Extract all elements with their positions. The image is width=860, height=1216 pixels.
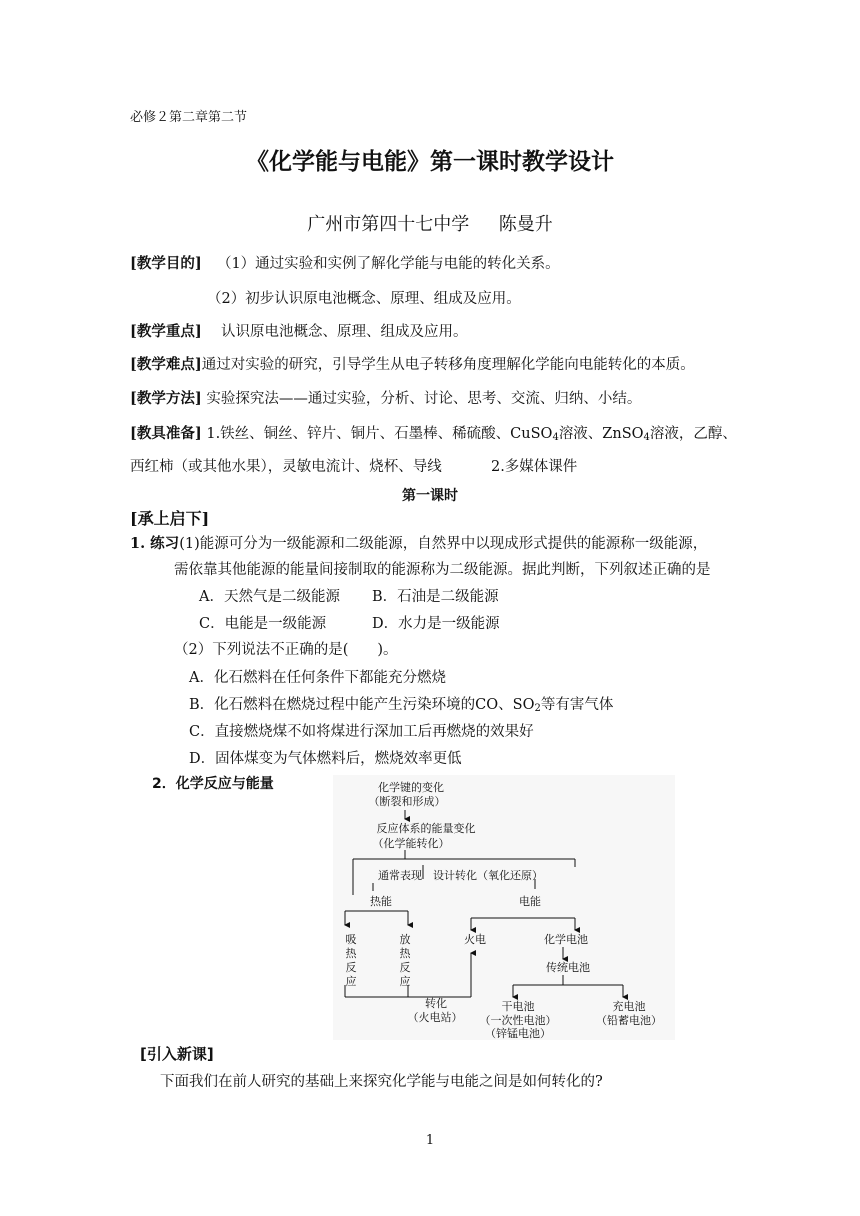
methods-label: [教学方法] [130,390,202,407]
diagram-endo-1: 吸 [345,933,357,946]
materials-line2 [130,455,577,476]
objectives-line1 [130,252,560,273]
diagram-traditional-battery: 传统电池 [546,961,590,974]
objective-item-1: （1）通过实验和实例了解化学能与电能的转化关系。 [216,256,560,272]
diagram-exo-3: 反 [399,961,411,974]
key-points-line [130,320,467,341]
diagram-endo-4: 应 [345,975,357,988]
author-school: 广州市第四十七中学 [307,214,470,235]
diagram-top-label-2: （断裂和形成） [368,795,446,808]
methods-text: 实验探究法——通过实验，分析、讨论、思考、交流、归纳、小结。 [206,391,642,407]
page-header: 必修２第二章第二节 [130,110,248,125]
document-title: 《化学能与电能》第一课时教学设计 [246,149,614,175]
q2-option-b [189,693,613,714]
q1-line-2: 需依靠其他能源的能量间接制取的能源称为二级能源。据此判断，下列叙述正确的是 [174,562,711,578]
exercise-number: 1. 练习 [130,535,180,552]
diagram-conversion-1: 转化 [425,997,447,1010]
materials-text-2: 西红柿（或其他水果），灵敏电流计、烧杯、导线 [130,459,442,475]
q2-option-b-text: B．化石燃料在燃烧过程中能产生污染环境的CO、SO [189,697,535,713]
author-name: 陈曼升 [498,214,553,235]
diagram-exo-4: 应 [399,975,411,988]
diagram-rechargeable-1: 充电池 [612,1000,646,1013]
diagram-dry-cell-2: （一次性电池） [479,1014,557,1027]
author-line [0,210,860,236]
q1-line-1: (1)能源可分为一级能源和二级能源，自然界中以现成形式提供的能源称一级能源， [179,536,708,552]
lesson-heading: 第一课时 [402,488,458,504]
diagram-thermal-power: 火电 [464,933,486,946]
materials-text-c: 溶液，乙醇、 [649,426,737,442]
q1-option-b: B．石油是二级能源 [372,589,499,605]
diagram-rechargeable-2: （铅蓄电池） [596,1014,662,1027]
q2-option-a: A．化石燃料在任何条件下都能充分燃烧 [189,670,446,686]
key-points-label: [教学重点] [130,323,202,340]
materials-text-b: 溶液、ZnSO [558,426,644,442]
objective-item-2: （2）初步认识原电池概念、原理、组成及应用。 [207,291,521,307]
q2-option-b-tail: 等有害气体 [540,697,614,713]
q1-option-c: C．电能是一级能源 [199,616,327,632]
intro-text: 下面我们在前人研究的基础上来探究化学能与电能之间是如何转化的? [160,1074,603,1090]
subscript: 2 [534,703,541,714]
objectives-label: [教学目的] [130,255,202,272]
diagram-mid-label-1: 反应体系的能量变化 [376,822,476,835]
q1-option-d: D．水力是一级能源 [372,616,500,632]
methods-line [130,387,641,408]
diagram-conversion-2: （火电站） [407,1011,463,1024]
diagram-endo-3: 反 [345,961,357,974]
diagram-left-branch-label: 通常表现 [378,869,422,882]
materials-line1 [130,422,737,443]
subscript: 4 [552,432,559,443]
subscript: 4 [643,432,650,443]
section2-title: 2．化学反应与能量 [152,776,274,792]
diagram-mid-label-2: （化学能转化） [372,837,450,850]
diagram-top-label-1: 化学键的变化 [378,781,444,794]
diagram-dry-cell-3: （锌锰电池） [485,1027,551,1040]
key-points-text: 认识原电池概念、原理、组成及应用。 [220,324,468,340]
difficulties-label: [教学难点] [130,356,202,373]
difficulties-line [130,353,695,374]
section-new-lesson: [引入新课] [140,1045,214,1063]
q2-option-c: C．直接燃烧煤不如将煤进行深加工后再燃烧的效果好 [189,724,534,740]
diagram-electric-energy: 电能 [519,895,541,908]
diagram-chemical-battery: 化学电池 [544,933,588,946]
materials-label: [教具准备] [130,425,202,442]
diagram-exo-2: 热 [399,947,411,960]
diagram-heat-energy: 热能 [370,895,392,908]
diagram-exo-1: 放 [399,933,411,946]
exercise-line1 [130,532,707,553]
difficulties-text: 通过对实验的研究，引导学生从电子转移角度理解化学能向电能转化的本质。 [201,357,695,373]
materials-text-a: 1.铁丝、铜丝、锌片、铜片、石墨棒、稀硫酸、CuSO [206,426,553,442]
q2-question: （2）下列说法不正确的是( )。 [174,642,398,658]
section-transition: [承上启下] [130,509,210,528]
diagram-endo-2: 热 [345,947,357,960]
diagram-right-branch-label: 设计转化（氧化还原） [433,869,543,882]
diagram-dry-cell-1: 干电池 [501,1000,535,1013]
materials-extra: 2.多媒体课件 [490,459,578,475]
page-number: 1 [425,1133,435,1148]
energy-flow-diagram [333,775,675,1040]
q1-option-a: A．天然气是二级能源 [199,589,340,605]
q2-option-d: D．固体煤变为气体燃料后，燃烧效率更低 [189,751,462,767]
